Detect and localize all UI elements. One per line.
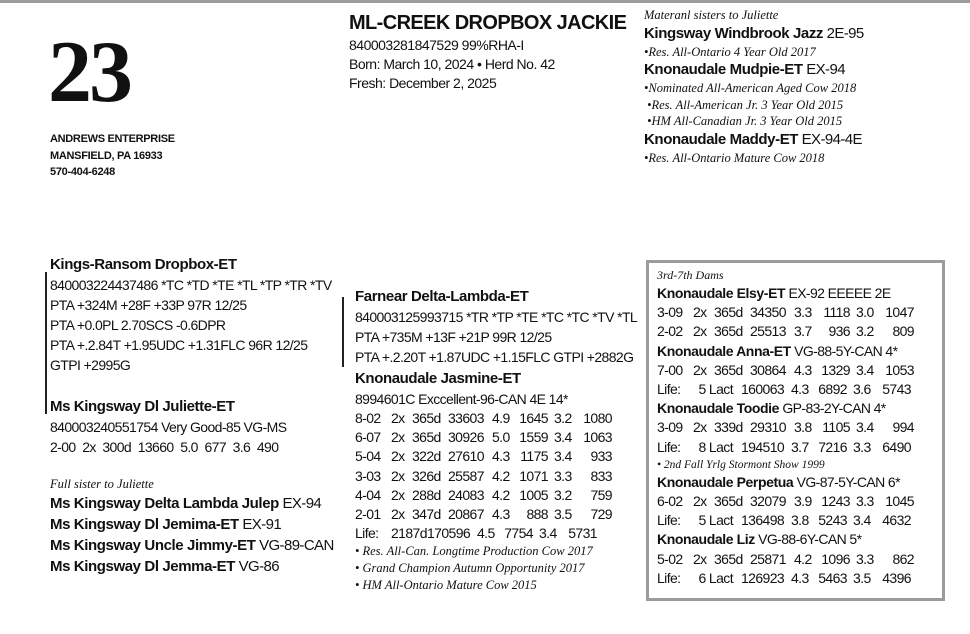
lactation-record [355,486,612,505]
record-protein-pct: 3.6 [853,381,871,398]
record-age: 7-00 [657,361,683,378]
record-days: 365d [714,493,743,510]
ancestor-name: Knonaudale Anna-ET [657,342,791,359]
maternal-sisters-heading: Materanl sisters to Juliette [644,8,779,22]
record-protein: 4632 [882,512,911,529]
sire-info-line: PTA +324M +28F +33P 97R 12/25 [50,297,247,313]
record-age: 3-09 [657,304,683,321]
record-milk: 33603 [448,410,484,426]
record-days: 365d [714,323,743,340]
sister-name: Knonaudale Maddy-ET [644,130,799,148]
record-milking-freq: 2x [391,486,405,503]
ancestors-box [646,260,945,601]
granddam-life-line [355,524,612,543]
ancestor-dam [657,399,914,473]
consignor-info [50,131,175,181]
record-protein-pct: 3.4 [539,525,557,542]
granddam-name: Knonaudale Jasmine-ET [355,370,521,387]
record-milking-freq: 2x [693,419,707,436]
record-days: 365d [714,361,743,378]
record-age: 6-02 [657,493,683,510]
ancestor-dam [657,530,914,588]
lactation-record [657,550,914,569]
pedigree-bracket-maternal [342,297,344,367]
record-fat: 1175 [520,448,548,465]
record-fat-pct: 3.7 [794,323,812,340]
lactation-record [657,492,914,511]
sister-score: VG-86 [238,558,279,575]
maternal-sisters [644,7,864,166]
record-milk: 25871 [750,550,786,567]
record-fat-pct: 4.2 [492,486,510,503]
sister-score: EX-94-4E [801,130,862,148]
record-protein: 5743 [882,381,911,398]
granddam-records [355,409,612,524]
record-protein: 759 [590,486,612,503]
record-days: 347d [412,506,441,523]
record-protein-pct: 3.4 [856,419,874,436]
record-days: 365d [412,410,441,426]
record-fat-pct: 5.0 [492,429,510,446]
lactation-record [657,418,914,437]
record-fat: 7754 [504,525,533,542]
record-fat-pct: 3.7 [791,438,809,455]
record-days: 322d [412,448,441,465]
record-fat: 1071 [519,467,548,484]
ancestor-title [657,399,914,418]
animal-name: ML-CREEK DROPBOX JACKIE [349,12,627,34]
record-protein: 1080 [583,410,612,426]
record-milk: 34350 [750,304,786,321]
record-protein-pct: 3.2 [856,323,874,340]
record-lactations: 6 Lact [698,569,733,586]
record-fat-pct: 4.2 [492,467,510,484]
sister-name: Ms Kingsway Uncle Jimmy-ET [50,537,256,554]
record-milk: 24083 [448,486,484,503]
record-milk: 160063 [741,381,785,398]
sister-name: Knonaudale Mudpie-ET [644,61,803,78]
maternal-grandsire-name: Farnear Delta-Lambda-ET [355,288,529,305]
record-days: 365d [714,550,743,567]
maternal-grandsire-info-line: PTA +735M +13F +21P 99R 12/25 [355,329,552,345]
ancestor-dam [657,342,914,400]
record-fat: 1645 [519,410,548,426]
lactation-record [657,303,914,322]
record-label: Life: [657,512,681,529]
record-fat: 888 [526,506,548,523]
sister-note: •Res. All-Ontario 4 Year Old 2017 [644,44,816,59]
record-milk: 30926 [448,429,484,446]
record-days: 365d [412,429,441,446]
granddam-id-line: 8994601C Exccellent-96-CAN 4E 14* [355,391,568,407]
sire-info-line: GTPI +2995G [50,357,131,373]
ancestor-name: Knonaudale Elsy-ET [657,285,786,301]
record-fat-pct: 4.2 [794,550,812,567]
ancestor-score: GP-83-2Y-CAN 4* [779,400,886,417]
record-protein: 862 [892,550,914,567]
lactation-record [355,505,612,524]
record-protein: 994 [892,419,914,436]
sire [50,254,332,375]
record-fat: 1096 [821,550,850,567]
record-fat-pct: 4.3 [794,361,812,378]
record-milk: 29310 [750,419,786,436]
record-lactations: 5 Lact [698,381,733,398]
record-protein-pct: 3.0 [856,304,874,321]
record-fat-pct: 3.3 [794,304,812,321]
ancestor-title [657,342,914,361]
ancestor-dam [657,473,914,531]
sire-name: Kings-Ransom Dropbox-ET [50,256,237,273]
record-protein-pct: 3.3 [856,550,874,567]
dam [50,396,286,457]
maternal-sister [644,24,864,61]
record-milk: 32079 [750,493,786,510]
record-protein-pct: 3.2 [554,410,572,426]
record-lactations: 8 Lact [698,438,733,455]
full-sister [50,493,334,514]
ancestor-dam [657,284,914,342]
ancestor-name: Knonaudale Toodie [657,400,780,417]
record-fat: 936 [828,323,850,340]
animal-header [349,10,626,93]
ancestors-list [657,267,914,588]
record-protein: 6490 [882,438,911,455]
consignor-location: MANSFIELD, PA 16933 [50,149,163,162]
record-label: Life: [657,438,681,455]
granddam-note: • HM All-Ontario Mature Cow 2015 [355,578,537,593]
ancestor-title [657,284,914,303]
sister-name: Ms Kingsway Dl Jemma-ET [50,558,236,575]
record-milk: 25587 [448,467,484,484]
sister-note: •HM All-Canadian Jr. 3 Year Old 2015 [644,114,843,128]
record-fat-pct: 4.3 [791,569,809,586]
record-days: 2187d [391,525,427,542]
record-milking-freq: 2x [693,493,707,510]
animal-fresh-line: Fresh: December 2, 2025 [349,75,497,91]
record-protein: 833 [590,467,612,484]
granddam-notes [355,543,612,594]
record-fat-pct: 4.3 [492,448,510,465]
record-label: Life: [657,569,681,586]
record-fat: 1559 [519,429,548,446]
record-protein: 729 [590,506,612,523]
record-fat-pct: 3.9 [794,493,812,510]
maternal-sister [644,130,864,167]
sister-note: •Res. All-Ontario Mature Cow 2018 [644,150,825,165]
lactation-record [657,322,914,341]
dam-info-line: 840003240551754 Very Good-85 VG-MS [50,419,287,435]
record-lactations: 5 Lact [698,512,733,529]
record-milking-freq: 2x [391,410,405,426]
record-milk: 126923 [741,569,785,586]
record-fat: 1105 [822,419,850,436]
sister-score: EX-94 [806,61,845,78]
record-protein: 1047 [885,304,914,321]
record-protein-pct: 3.5 [853,569,871,586]
lactation-record [355,409,612,428]
sire-info-line: 840003224437486 *TC *TD *TE *TL *TP *TR *TV [50,277,332,293]
record-protein-pct: 3.5 [554,506,572,523]
record-milk: 25513 [750,323,786,340]
lifetime-record [657,380,914,399]
record-milking-freq: 2x [391,506,405,523]
record-protein-pct: 3.3 [853,438,871,455]
ancestor-note: • 2nd Fall Yrlg Stormont Show 1999 [657,458,825,471]
record-milking-freq: 2x [391,467,405,484]
lactation-record [355,447,612,466]
maternal-sister [644,60,864,130]
record-fat-pct: 4.3 [492,506,510,523]
record-fat: 6892 [818,381,847,398]
record-label: Life: [657,381,681,398]
record-protein-pct: 3.4 [856,361,874,378]
record-milking-freq: 2x [693,361,707,378]
record-milk: 170596 [427,525,471,542]
lactation-record [657,361,914,380]
ancestor-score: EX-92 EEEEE 2E [785,285,891,301]
ancestor-title [657,530,914,549]
consignor-name: ANDREWS ENTERPRISE [50,133,175,145]
animal-born-line: Born: March 10, 2024 • Herd No. 42 [349,56,555,72]
full-sisters-heading: Full sister to Juliette [50,477,154,491]
record-protein: 1045 [885,493,914,510]
record-label: Life: [355,525,379,542]
dam-record-line: 2-00 2x 300d 13660 5.0 677 3.6 490 [50,439,279,455]
lactation-record [355,467,612,486]
record-milk: 20867 [448,506,484,523]
record-protein: 933 [590,448,612,465]
sister-name: Kingsway Windbrook Jazz [644,24,824,42]
ancestor-name: Knonaudale Liz [657,531,755,548]
record-fat: 1118 [823,304,850,321]
record-protein-pct: 3.4 [554,448,572,465]
record-days: 326d [412,467,441,484]
record-age: 5-04 [355,448,381,465]
record-milking-freq: 2x [693,323,707,340]
record-milk: 136498 [741,512,785,529]
lifetime-record [657,511,914,530]
record-age: 3-09 [657,419,683,436]
sister-score: VG-89-CAN [259,537,334,554]
record-milking-freq: 2x [693,304,707,321]
ancestor-score: VG-88-6Y-CAN 5* [754,531,862,548]
record-fat: 5463 [818,569,847,586]
record-milk: 27610 [448,448,484,465]
full-sister [50,535,334,556]
record-days: 288d [412,486,441,503]
maternal-grandsire [355,286,637,367]
full-sisters [50,476,334,577]
pedigree-bracket-sire-dam [45,272,47,414]
record-age: 2-01 [355,506,381,523]
animal-id-line: 840003281847529 99%RHA-I [349,37,524,53]
record-age: 3-03 [355,467,381,484]
record-milking-freq: 2x [391,429,405,446]
granddam-note: • Grand Champion Autumn Opportunity 2017 [355,561,585,576]
record-fat: 1329 [821,361,850,378]
record-milking-freq: 2x [391,448,405,465]
sire-info-line: PTA +0.0PL 2.70SCS -0.6DPR [50,317,226,333]
record-milk: 30864 [750,361,786,378]
record-fat: 1243 [821,493,850,510]
top-rule [0,0,970,3]
record-fat-pct: 3.8 [794,419,812,436]
record-fat-pct: 4.3 [791,381,809,398]
lot-number: 23 [48,24,130,121]
full-sister [50,556,334,577]
record-fat-pct: 4.5 [477,525,495,542]
record-protein-pct: 3.2 [554,486,572,503]
sister-note: •Res. All-American Jr. 3 Year Old 2015 [644,97,844,112]
record-fat: 5243 [818,512,847,529]
sister-name: Ms Kingsway Delta Lambda Julep [50,495,279,512]
ancestors-heading: 3rd-7th Dams [657,268,724,282]
granddam [355,368,612,594]
ancestor-title [657,473,914,492]
record-protein: 1063 [583,429,612,446]
sister-score: EX-94 [282,495,322,512]
full-sister [50,514,334,535]
granddam-note: • Res. All-Can. Longtime Production Cow 2017 [355,544,593,559]
record-milk: 194510 [741,438,785,455]
dam-name: Ms Kingsway Dl Juliette-ET [50,398,235,415]
sire-info-line: PTA +.2.84T +1.95UDC +1.31FLC 96R 12/25 [50,337,308,353]
record-days: 365d [714,304,743,321]
maternal-grandsire-info-line: PTA +.2.20T +1.87UDC +1.15FLC GTPI +2882G [355,349,634,365]
record-fat: 1005 [519,486,548,503]
record-protein-pct: 3.4 [853,512,871,529]
record-age: 4-04 [355,486,381,503]
sister-score: EX-91 [242,516,282,533]
record-age: 8-02 [355,410,381,426]
consignor-phone: 570-404-6248 [50,166,115,178]
ancestor-score: VG-87-5Y-CAN 6* [793,473,900,490]
record-fat-pct: 4.9 [492,410,510,426]
ancestor-name: Knonaudale Perpetua [657,473,794,490]
record-age: 5-02 [657,550,683,567]
maternal-grandsire-info-line: 840003125993715 *TR *TP *TE *TC *TC *TV *TL [355,309,638,325]
record-age: 2-02 [657,323,683,340]
sister-name: Ms Kingsway Dl Jemima-ET [50,516,239,533]
record-protein-pct: 3.3 [856,493,874,510]
record-protein-pct: 3.3 [554,467,572,484]
lactation-record [355,428,612,447]
record-milking-freq: 2x [693,550,707,567]
record-protein: 809 [892,323,914,340]
record-fat-pct: 3.8 [791,512,809,529]
sister-note: •Nominated All-American Aged Cow 2018 [644,81,857,95]
record-days: 339d [714,419,743,436]
record-protein: 5731 [568,525,597,542]
ancestor-score: VG-88-5Y-CAN 4* [790,342,898,359]
record-fat: 7216 [818,438,847,455]
sister-score: 2E-95 [826,24,864,42]
lifetime-record [657,569,914,588]
record-protein-pct: 3.4 [554,429,572,446]
lifetime-record [657,438,914,457]
record-protein: 4396 [882,569,911,586]
record-age: 6-07 [355,429,381,446]
record-protein: 1053 [885,361,914,378]
